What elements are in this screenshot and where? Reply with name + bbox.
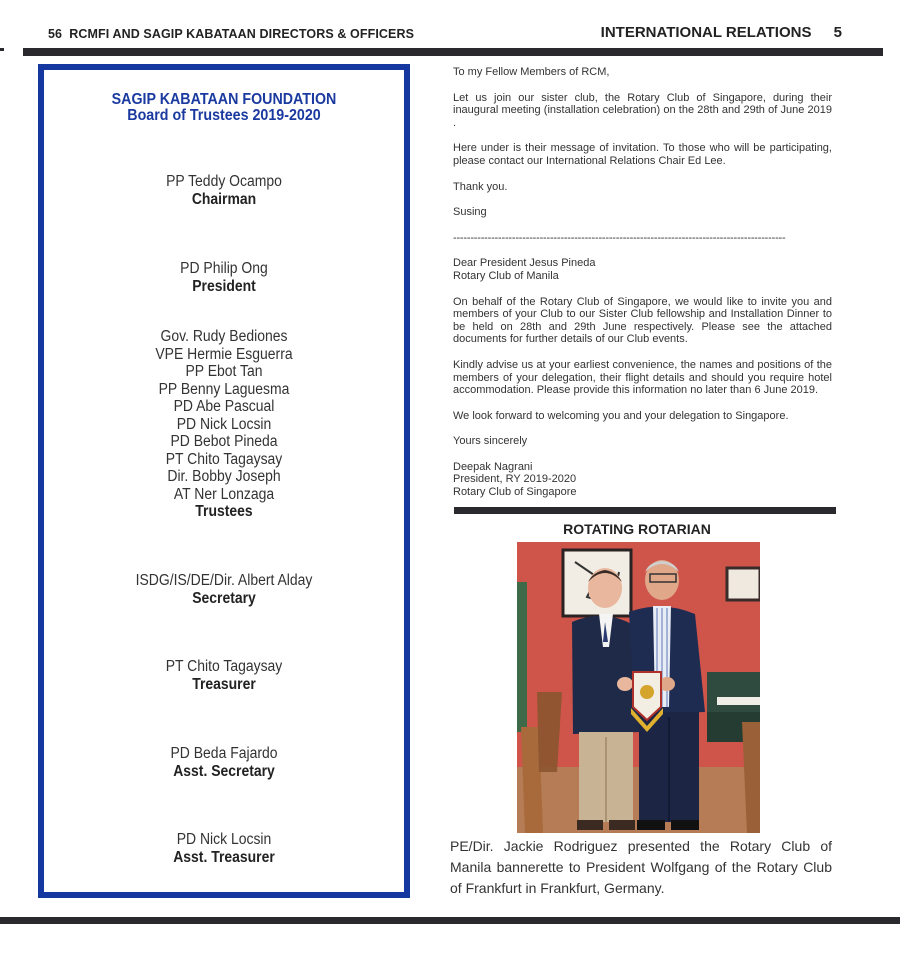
right-page-number: 5 (833, 24, 842, 41)
signer-title: President, RY 2019-2020 (453, 473, 577, 486)
right-page-header (601, 24, 842, 41)
trustee-name: PP Benny Laguesma (158, 380, 290, 398)
chairman-name: PP Teddy Ocampo (166, 173, 282, 190)
secretary-name: ISDG/IS/DE/Dir. Albert Alday (135, 572, 313, 589)
trustee-name: AT Ner Lonzaga (173, 485, 275, 503)
secretary-role: Secretary (192, 589, 256, 607)
asst-treasurer-role: Asst. Treasurer (173, 848, 275, 866)
trustee-name: PT Chito Tagaysay (165, 450, 283, 468)
letter-addressee (453, 257, 832, 282)
trustee-name: Gov. Rudy Bediones (160, 328, 288, 345)
addressee-line2: Rotary Club of Manila (453, 269, 559, 282)
treasurer-name: PT Chito Tagaysay (165, 658, 283, 675)
trustee-name: PP Ebot Tan (185, 363, 263, 380)
trustee-name: PD Bebot Pineda (170, 433, 278, 450)
top-divider (23, 48, 883, 56)
treasurer-role: Treasurer (192, 675, 256, 693)
left-tick-divider (0, 48, 4, 51)
president-name: PD Philip Ong (180, 260, 268, 277)
addressee-line1: Dear President Jesus Pineda (453, 257, 596, 270)
treasurer-group (44, 658, 404, 693)
letter-thanks: Thank you. (453, 180, 508, 193)
asst-secretary-role: Asst. Secretary (173, 762, 275, 780)
asst-secretary-name: PD Beda Fajardo (170, 745, 278, 762)
board-title (58, 92, 389, 124)
board-title-line1: SAGIP KABATAAN FOUNDATION (111, 91, 337, 108)
signer-name: Deepak Nagrani (453, 460, 533, 473)
letter-paragraph: Here under is their message of invitation. To those who will be participating, please contact our International Relations Chair Ed Lee. (453, 142, 832, 167)
letter-paragraph: On behalf of the Rotary Club of Singapore, we would like to invite you and members of your Club to our Sister Club fellowship and Installation Dinner to be held on 28th and 29th June respectively. Please see the attached documents for further details of our Club events. (453, 295, 832, 346)
rotarians-photo (517, 542, 760, 833)
letter-paragraph: Kindly advise us at your earliest convenience, the names and positions of the members of your delegation, their flight details and should you require hotel accommodation. Please provide this information no later than 6 June 2019. (453, 358, 832, 397)
left-page-title: RCMFI AND SAGIP KABATAAN DIRECTORS & OFFICERS (69, 27, 415, 41)
right-page-title: INTERNATIONAL RELATIONS (600, 24, 812, 41)
photo-caption: PE/Dir. Jackie Rodriguez presented the Rotary Club of Manila bannerette to President Wolfgang of the Rotary Club of Frankfurt in Frankfurt, Germany. (450, 838, 832, 896)
left-page-number: 56 (48, 27, 63, 41)
secretary-group (44, 572, 404, 607)
trustees-group (44, 328, 404, 521)
asst-treasurer-group (44, 831, 404, 866)
trustees-role: Trustees (195, 503, 253, 520)
letter-separator: ------------------------------------------------------------------------------------------------ (453, 231, 786, 244)
bottom-divider (0, 917, 900, 924)
letter-paragraph: Let us join our sister club, the Rotary Club of Singapore, during their inaugural meeting (installation celebration) on the 28th and 29th of June 2019 . (453, 91, 832, 129)
trustee-name: Dir. Bobby Joseph (167, 468, 281, 485)
letter-paragraph: We look forward to welcoming you and your delegation to Singapore. (453, 409, 789, 422)
president-role: President (192, 277, 256, 295)
chairman-group (44, 173, 404, 208)
signer-club: Rotary Club of Singapore (453, 486, 577, 499)
rotating-rotarian-title: ROTATING ROTARIAN (563, 521, 711, 537)
asst-treasurer-name: PD Nick Locsin (176, 831, 272, 848)
asst-secretary-group (44, 745, 404, 780)
left-page-header (48, 27, 414, 41)
trustee-name: PD Abe Pascual (173, 398, 275, 415)
trustee-name: PD Nick Locsin (176, 415, 272, 433)
president-group (44, 260, 404, 295)
letter-salutation: To my Fellow Members of RCM, (453, 66, 610, 78)
chairman-role: Chairman (191, 190, 257, 208)
section-divider (454, 507, 836, 514)
letter-sign: Susing (453, 206, 487, 219)
letter-closing: Yours sincerely (453, 435, 528, 448)
letter-signature-block (453, 461, 832, 499)
board-title-line2: Board of Trustees 2019-2020 (127, 107, 321, 124)
trustee-name: VPE Hermie Esguerra (155, 345, 293, 363)
board-of-trustees-box (38, 64, 410, 898)
invitation-letter (453, 66, 832, 512)
